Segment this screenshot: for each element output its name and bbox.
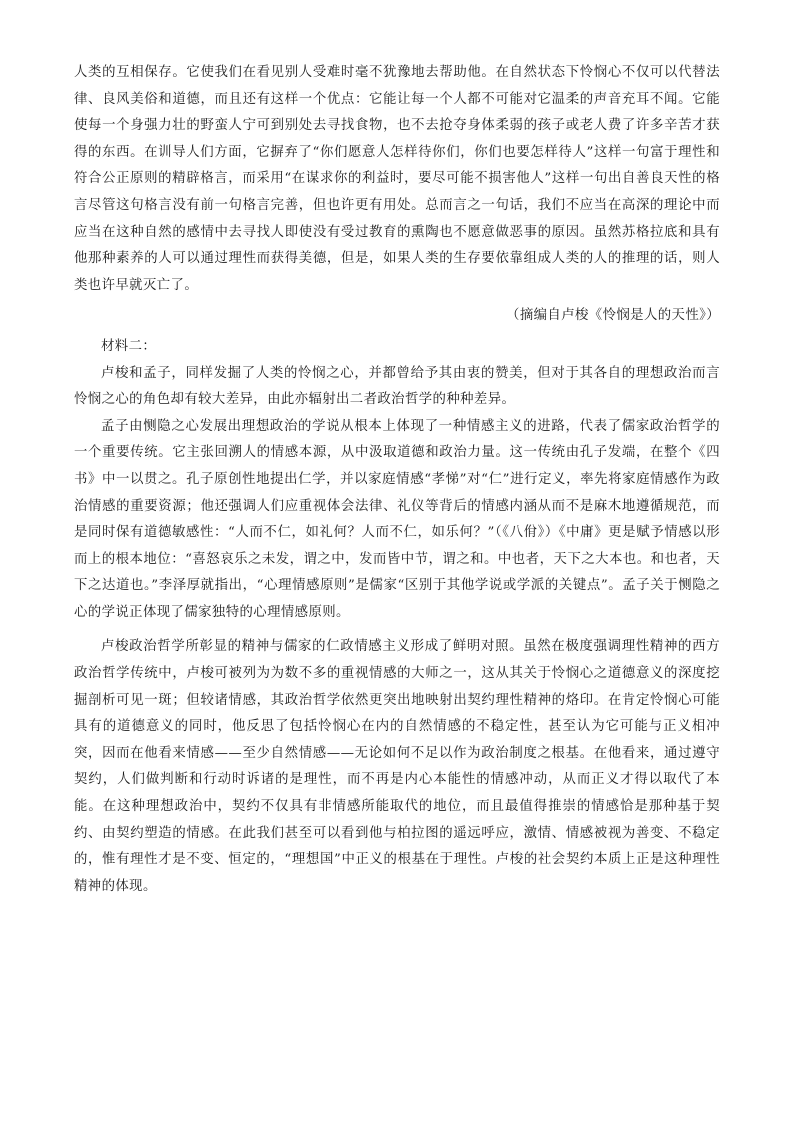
passage-paragraph-1: 人类的互相保存。它使我们在看见别人受难时毫不犹豫地去帮助他。在自然状态下怜悯心不仅可以代替法律、良风美俗和道德，而且还有这样一个优点：它能让每一个人都不可能对它温柔的声音充耳不闻。它能使每一个身强力壮的野蛮人宁可到别处去寻找食物，也不去抢夺身体柔弱的孩子或老人费了许多辛苦才获得的东西。在训导人们方面，它摒弃了“你们愿意人怎样待你们，你们也要怎样待人”这样一句富于理性和符合公正原则的精辟格言，而采用“在谋求你的利益时，要尽可能不损害他人”这样一句出自善良天性的格言尽管这句格言没有前一句格言完善，但也许更有用处。总而言之一句话，我们不应当在高深的理论中而应当在这种自然的感情中去寻找人即使没有受过教育的熏陶也不愿意做恶事的原因。虽然苏格拉底和具有他那种素养的人可以通过理性而获得美德，但是，如果人类的生存要依靠组成人类的人的推理的话，则人类也许早就灭亡了。 <box>74 65 720 293</box>
passage-paragraph-2: 卢梭和孟子，同样发掘了人类的怜悯之心，并都曾给予其由衷的赞美，但对于其各自的理想政治而言怜悯之心的角色却有较大差异，由此亦辐射出二者政治哲学的种种差异。 <box>74 365 720 408</box>
source-citation: （摘编自卢梭《怜悯是人的天性》） <box>506 308 720 324</box>
passage-paragraph-3: 孟子由恻隐之心发展出理想政治的学说从根本上体现了一种情感主义的进路，代表了儒家政治哲学的一个重要传统。它主张回溯人的情感本源，从中汲取道德和政治力量。这一传统由孔子发端，在整个《四书》中一以贯之。孔子原创性地提出仁学，并以家庭情感“孝悌”对“仁”进行定义，率先将家庭情感作为政治情感的重要资源；他还强调人们应重视体会法律、礼仪等背后的情感内涵从而不是麻木地遵循规范，而是同时保有道德敏感性：“人而不仁，如礼何？人而不仁，如乐何？”（《八佾》）《中庸》更是赋予情感以形而上的根本地位：“喜怒哀乐之未发，谓之中，发而皆中节，谓之和。中也者，天下之大本也。和也者，天下之达道也。”李泽厚就指出，“心理情感原则”是儒家“区别于其他学说或学派的关键点”。孟子关于恻隐之心的学说正体现了儒家独特的心理情感原则。 <box>74 418 720 620</box>
material-two-heading: 材料二： <box>101 338 157 354</box>
paragraph-gap <box>74 626 720 634</box>
passage-paragraph-4: 卢梭政治哲学所彰显的精神与儒家的仁政情感主义形成了鲜明对照。虽然在极度强调理性精神的西方政治哲学传统中，卢梭可被列为为数不多的重视情感的大师之一，这从其关于怜悯心之道德意义的深度挖掘剖析可见一斑；但较诸情感，其政治哲学依然更突出地映射出契约理性精神的烙印。在肯定怜悯心可能具有的道德意义的同时，他反思了包括怜悯心在内的自然情感的不稳定性，甚至认为它可能与正义相冲突，因而在他看来情感——至少自然情感——无论如何不足以作为政治制度之根基。在他看来，通过遵守契约，人们做判断和行动时诉诸的是理性，而不再是内心本能性的情感冲动，从而正义才得以取代了本能。在这种理想政治中，契约不仅具有非情感所能取代的地位，而且最值得推崇的情感恰是那种基于契约、由契约塑造的情感。在此我们甚至可以看到他与柏拉图的遥远呼应，激情、情感被视为善变、不稳定的，惟有理性才是不变、恒定的，“理想国”中正义的根基在于理性。卢梭的社会契约本质上正是这种理性精神的体现。 <box>74 639 720 894</box>
document-page <box>74 60 720 900</box>
